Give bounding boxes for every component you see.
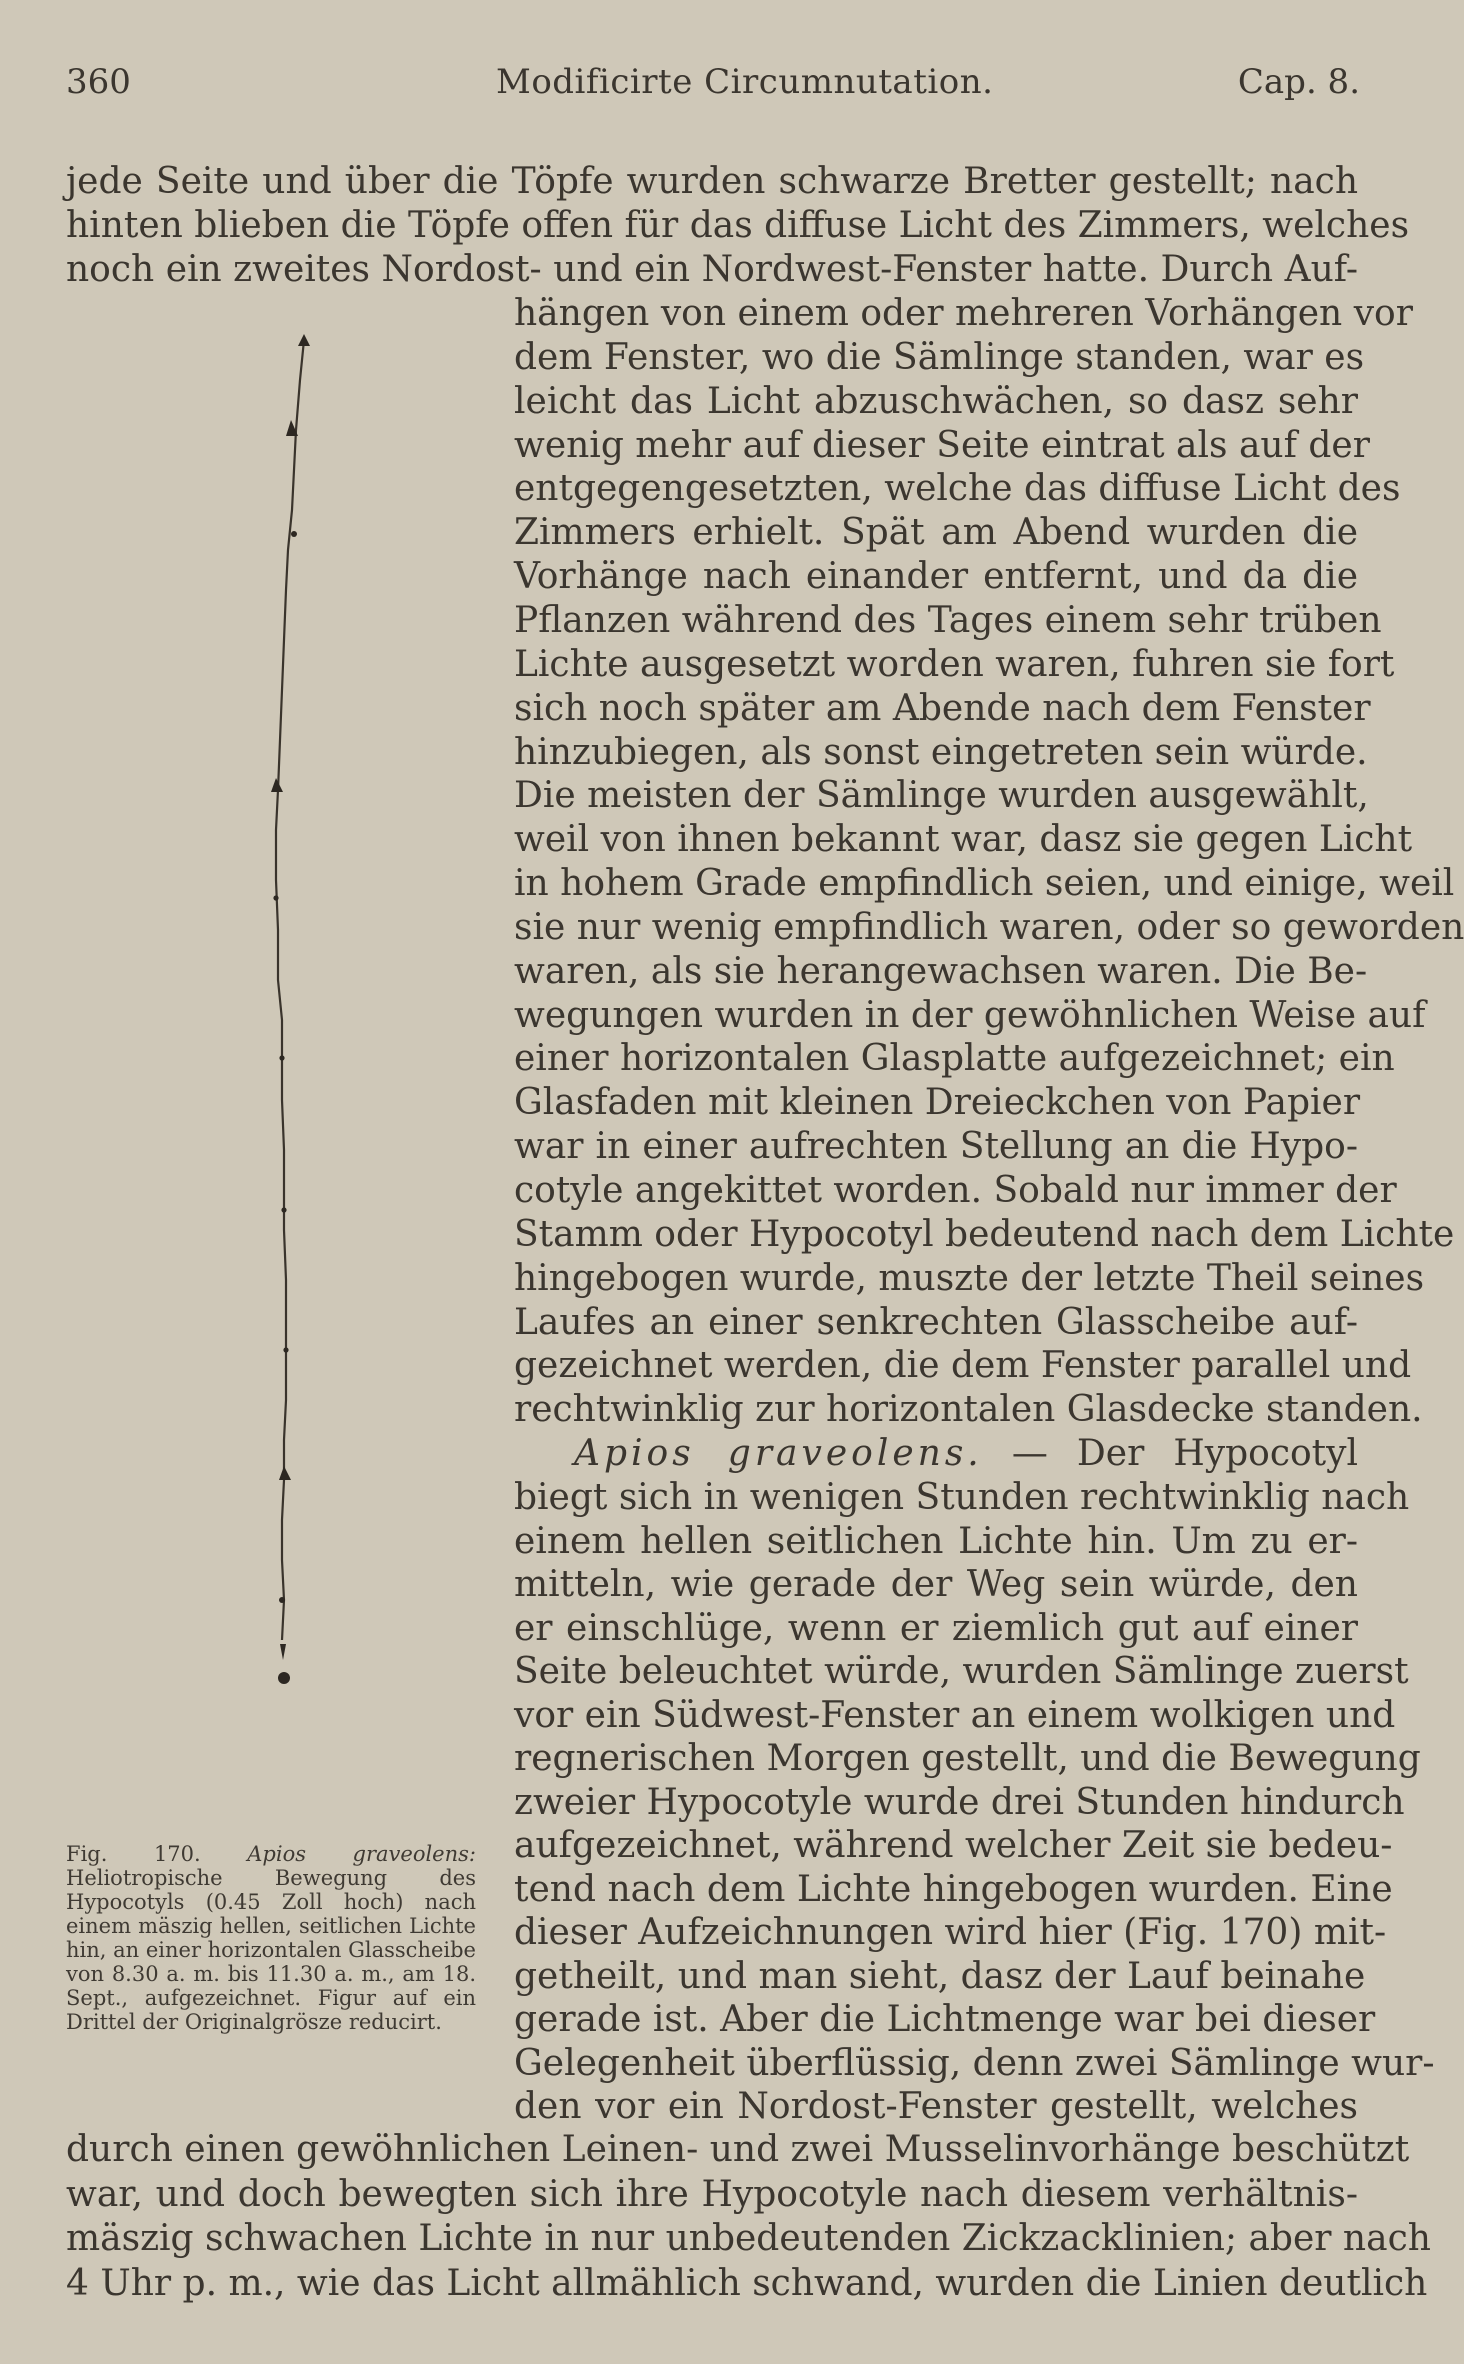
text-line: jede Seite und über die Töpfe wurden schwarze Bretter gestellt; nach bbox=[66, 161, 1358, 202]
text-line: gezeichnet werden, die dem Fenster parallel und bbox=[514, 1345, 1412, 1387]
text-line: entgegengesetzten, welche das diffuse Licht des bbox=[514, 468, 1401, 510]
text-line: hinten blieben die Töpfe offen für das diffuse Licht des Zimmers, welches bbox=[66, 205, 1410, 246]
text-line: zweier Hypocotyle wurde drei Stunden hindurch bbox=[514, 1781, 1405, 1823]
text-line: Vorhänge nach einander entfernt, und da die bbox=[514, 556, 1358, 598]
text-line: Gelegenheit überflüssig, denn zwei Sämlinge wur- bbox=[514, 2042, 1435, 2084]
running-title: Modificirte Circumnutation. bbox=[496, 62, 994, 102]
text-line: war in einer aufrechten Stellung an die Hypo- bbox=[514, 1126, 1358, 1168]
text-line: Stamm oder Hypocotyl bedeutend nach dem Lichte bbox=[514, 1213, 1455, 1255]
text-line: getheilt, und man sieht, dasz der Lauf beinahe bbox=[514, 1955, 1366, 1997]
trace-dot bbox=[279, 1597, 285, 1603]
text-line: Zimmers erhielt. Spät am Abend wurden die bbox=[514, 512, 1358, 554]
figure-caption bbox=[66, 1842, 476, 2034]
species-name: Apios graveolens. bbox=[574, 1433, 983, 1474]
arrowhead-mark bbox=[279, 1466, 291, 1480]
chapter-label: Cap. 8. bbox=[1237, 62, 1360, 102]
text-line: mäszig schwachen Lichte in nur unbedeutenden Zickzacklinien; aber nach bbox=[66, 2218, 1431, 2259]
text-line: durch einen gewöhnlichen Leinen- und zwei Musselinvorhänge beschützt bbox=[66, 2129, 1410, 2170]
text-line: wenig mehr auf dieser Seite eintrat als auf der bbox=[514, 424, 1370, 466]
arrowhead-mark bbox=[271, 778, 283, 792]
trace-dot bbox=[273, 895, 278, 900]
text-line: dieser Aufzeichnungen wird hier (Fig. 170) mit- bbox=[514, 1912, 1387, 1953]
text-line: noch ein zweites Nordost- und ein Nordwest-Fenster hatte. Durch Auf- bbox=[66, 249, 1358, 290]
text-line: cotyle angekittet worden. Sobald nur immer der bbox=[514, 1170, 1397, 1211]
text-line: gerade ist. Aber die Lichtmenge war bei dieser bbox=[514, 1999, 1376, 2040]
figure-170-trace bbox=[220, 320, 360, 1840]
text-line: war, und doch bewegten sich ihre Hypocotyle nach diesem verhältnis- bbox=[66, 2173, 1358, 2215]
movement-trace bbox=[276, 340, 304, 1640]
trace-dot bbox=[291, 531, 297, 537]
text-line: wegungen wurden in der gewöhnlichen Weise auf bbox=[514, 994, 1426, 1036]
text-line: in hohem Grade empfindlich seien, und einige, weil bbox=[514, 863, 1455, 905]
text-line: rechtwinklig zur horizontalen Glasdecke standen. bbox=[514, 1389, 1423, 1431]
text-line: er einschlüge, wenn er ziemlich gut auf einer bbox=[514, 1607, 1358, 1649]
page-number: 360 bbox=[66, 62, 131, 102]
text-line: vor ein Südwest-Fenster an einem wolkigen und bbox=[514, 1694, 1396, 1736]
species-line-rest: — Der Hypocotyl bbox=[1011, 1433, 1358, 1474]
arrowhead-mark bbox=[298, 334, 310, 346]
caption-text: Heliotropische Bewegung des Hypocotyls (0.45 Zoll hoch) nach einem mäszig hellen, seitlichen Lichte hin, an einer horizontalen Glasscheibe von 8.30 a. m. bis 11.30 a. m., am 18. Sept., aufgezeichnet. Figur auf ein Drittel der Originalgrösze reducirt. bbox=[66, 1866, 476, 2034]
trace-start-dot bbox=[278, 1672, 290, 1684]
text-line: aufgezeichnet, während welcher Zeit sie bedeu- bbox=[514, 1825, 1393, 1866]
text-line: leicht das Licht abzuschwächen, so dasz sehr bbox=[514, 380, 1358, 422]
figure-label: Fig. 170. bbox=[66, 1842, 201, 1866]
trace-dot bbox=[281, 1207, 286, 1212]
caption-species: Apios graveolens: bbox=[247, 1842, 476, 1866]
text-line: einer horizontalen Glasplatte aufgezeichnet; ein bbox=[514, 1038, 1395, 1080]
text-line: hängen von einem oder mehreren Vorhängen vor bbox=[514, 293, 1413, 334]
text-line: mitteln, wie gerade der Weg sein würde, den bbox=[514, 1564, 1358, 1605]
text-line: weil von ihnen bekannt war, dasz sie gegen Licht bbox=[514, 819, 1413, 861]
text-line: Lichte ausgesetzt worden waren, fuhren sie fort bbox=[514, 643, 1395, 685]
text-line: Die meisten der Sämlinge wurden ausgewählt, bbox=[514, 775, 1369, 817]
trace-end-mark bbox=[280, 1644, 286, 1660]
text-line: Seite beleuchtet würde, wurden Sämlinge zuerst bbox=[514, 1651, 1409, 1692]
text-line: sich noch später am Abende nach dem Fenster bbox=[514, 687, 1371, 729]
text-line: hinzubiegen, als sonst eingetreten sein würde. bbox=[514, 731, 1368, 773]
running-header bbox=[66, 62, 1360, 112]
text-line: tend nach dem Lichte hingebogen wurden. Eine bbox=[514, 1868, 1393, 1910]
species-line bbox=[514, 1432, 1358, 1476]
trace-dot bbox=[279, 1055, 284, 1060]
text-line: Pflanzen während des Tages einem sehr trüben bbox=[514, 599, 1382, 641]
text-line: biegt sich in wenigen Stunden rechtwinklig nach bbox=[514, 1477, 1410, 1518]
text-line: einem hellen seitlichen Lichte hin. Um zu er- bbox=[514, 1520, 1358, 1562]
text-line: dem Fenster, wo die Sämlinge standen, war es bbox=[514, 336, 1365, 378]
text-line: hingebogen wurde, muszte der letzte Theil seines bbox=[514, 1257, 1425, 1299]
text-line: Glasfaden mit kleinen Dreieckchen von Papier bbox=[514, 1082, 1361, 1124]
text-line: regnerischen Morgen gestellt, und die Bewegung bbox=[514, 1738, 1421, 1779]
text-line: Laufes an einer senkrechten Glasscheibe auf- bbox=[514, 1301, 1358, 1343]
text-line: 4 Uhr p. m., wie das Licht allmählich schwand, wurden die Linien deutlich bbox=[66, 2262, 1428, 2304]
text-line: sie nur wenig empfindlich waren, oder so geworden bbox=[514, 906, 1464, 948]
trace-dot bbox=[283, 1347, 288, 1352]
text-line: waren, als sie herangewachsen waren. Die Be- bbox=[514, 950, 1368, 992]
text-line: den vor ein Nordost-Fenster gestellt, welches bbox=[514, 2086, 1358, 2127]
